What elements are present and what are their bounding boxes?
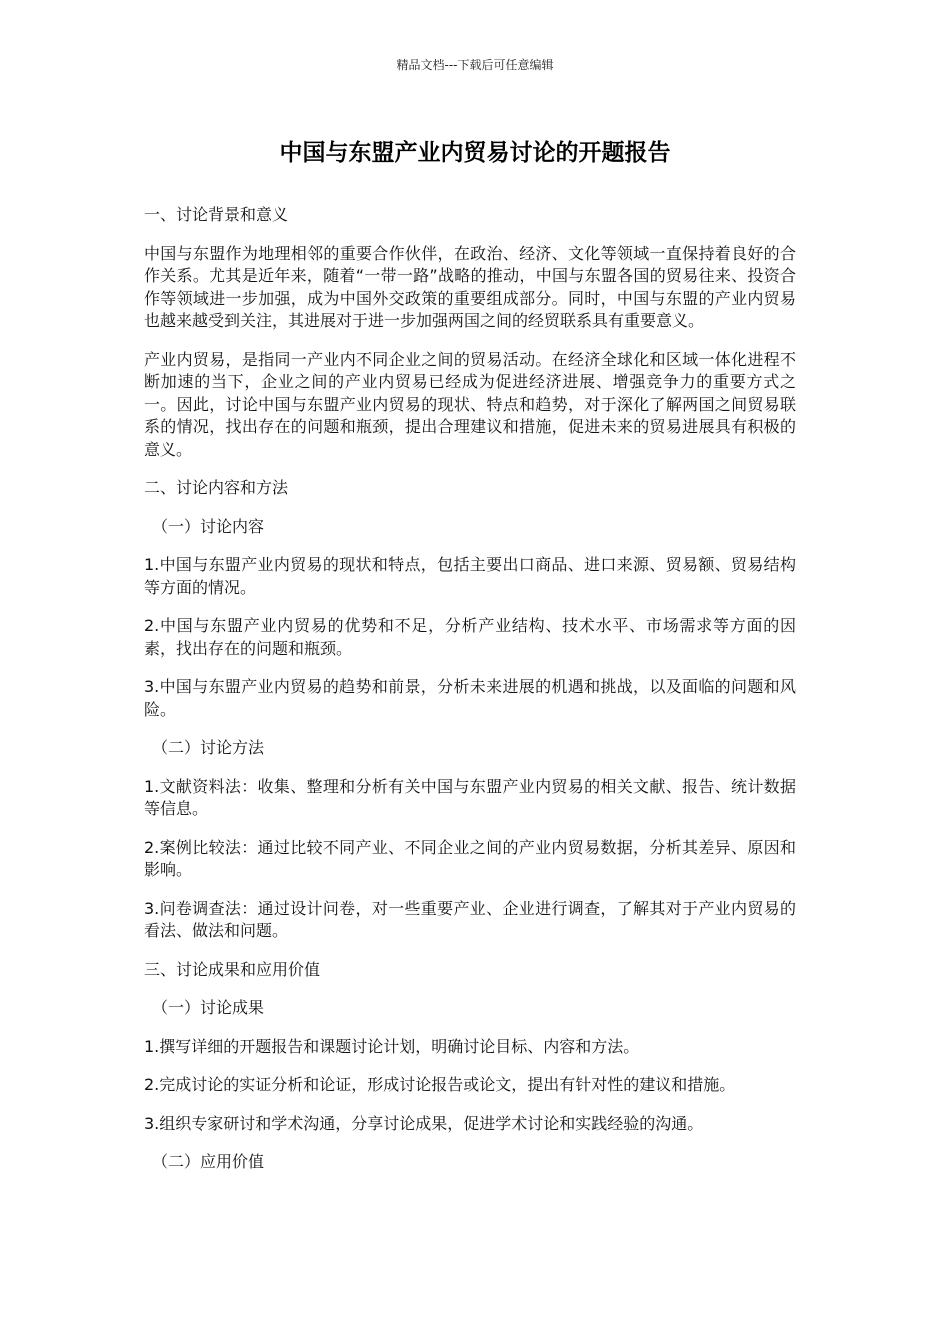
subsection-heading: （一）讨论成果 — [152, 998, 265, 1017]
document-body — [144, 204, 796, 1190]
subsection-heading: （二）讨论方法 — [152, 738, 265, 757]
list-item: 2.完成讨论的实证分析和论证，形成讨论报告或论文，提出有针对性的建议和措施。 — [144, 1075, 736, 1094]
list-item: 2.案例比较法：通过比较不同产业、不同企业之间的产业内贸易数据，分析其差异、原因和影响。 — [144, 837, 796, 879]
section-heading: 一、讨论背景和意义 — [144, 205, 289, 224]
paragraph: 产业内贸易，是指同一产业内不同企业之间的贸易活动。在经济全球化和区域一体化进程不断加速的当下，企业之间的产业内贸易已经成为促进经济进展、增强竞争力的重要方式之一。因此，讨论中国与东盟产业内贸易的现状、特点和趋势，对于深化了解两国之间贸易联系的情况，找出存在的问题和瓶颈，提出合理建议和措施，促进未来的贸易进展具有积极的意义。 — [144, 349, 796, 459]
list-item: 3.中国与东盟产业内贸易的趋势和前景，分析未来进展的机遇和挑战，以及面临的问题和风险。 — [144, 677, 796, 719]
section-heading: 三、讨论成果和应用价值 — [144, 959, 321, 979]
list-item: 1.中国与东盟产业内贸易的现状和特点，包括主要出口商品、进口来源、贸易额、贸易结构等方面的情况。 — [144, 555, 796, 597]
header-note: 精品文档---下载后可任意编辑 — [396, 58, 554, 72]
document-title: 中国与东盟产业内贸易讨论的开题报告 — [279, 140, 671, 166]
list-item: 3.问卷调查法：通过设计问卷，对一些重要产业、企业进行调查，了解其对于产业内贸易的看法、做法和问题。 — [144, 898, 796, 940]
list-item: 2.中国与东盟产业内贸易的优势和不足，分析产业结构、技术水平、市场需求等方面的因素，找出存在的问题和瓶颈。 — [144, 616, 796, 658]
paragraph: 中国与东盟作为地理相邻的重要合作伙伴，在政治、经济、文化等领域一直保持着良好的合作关系。尤其是近年来，随着“一带一路”战略的推动，中国与东盟各国的贸易往来、投资合作等领域进一步加强，成为中国外交政策的重要组成部分。同时，中国与东盟的产业内贸易也越来越受到关注，其进展对于进一步加强两国之间的经贸联系具有重要意义。 — [144, 243, 796, 330]
subsection-heading: （一）讨论内容 — [152, 516, 265, 536]
subsection-heading: （二）应用价值 — [152, 1152, 265, 1171]
list-item: 1.撰写详细的开题报告和课题讨论计划，明确讨论目标、内容和方法。 — [144, 1036, 640, 1056]
list-item: 1.文献资料法：收集、整理和分析有关中国与东盟产业内贸易的相关文献、报告、统计数据等信息。 — [144, 776, 796, 818]
section-heading: 二、讨论内容和方法 — [144, 478, 289, 497]
list-item: 3.组织专家研讨和学术沟通，分享讨论成果，促进学术讨论和实践经验的沟通。 — [144, 1113, 704, 1133]
